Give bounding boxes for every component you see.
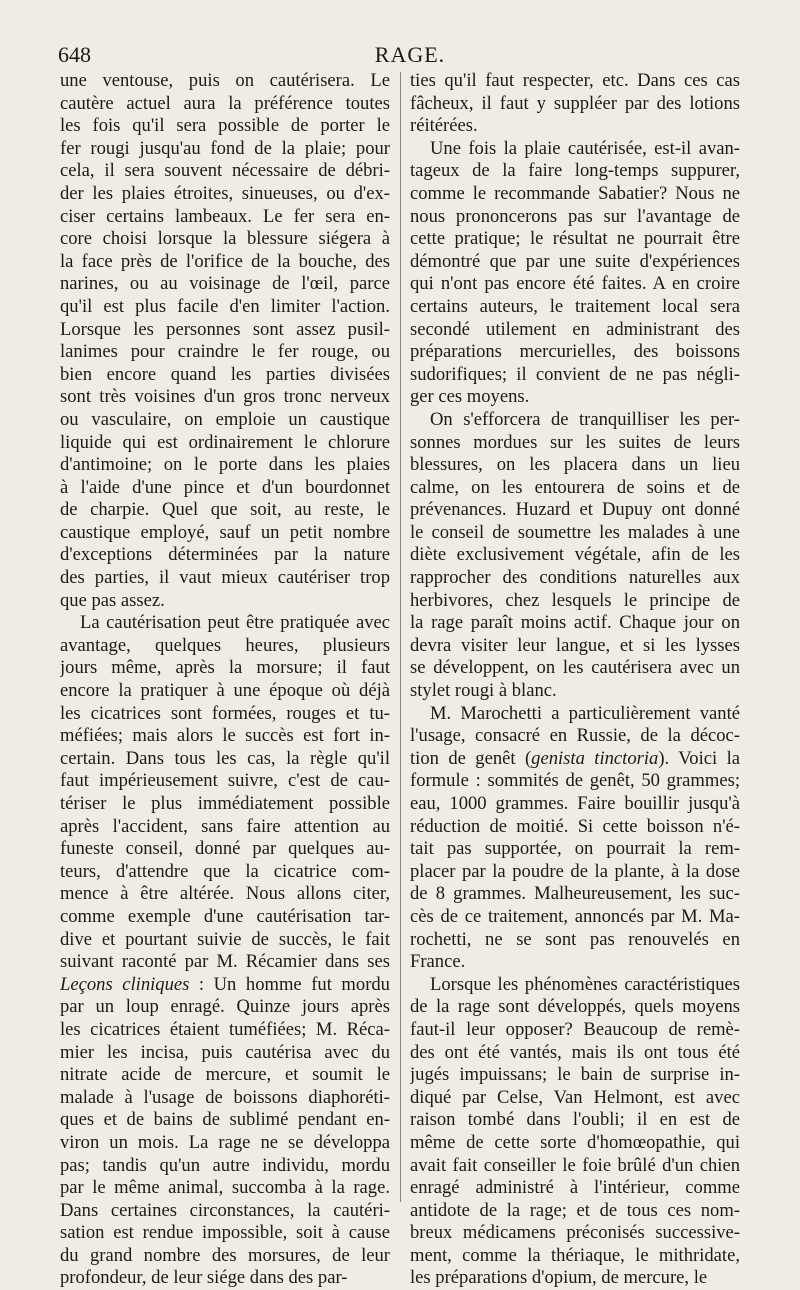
left-column — [60, 70, 390, 1290]
text-line: les fois qu'il sera possible de porter le — [60, 115, 390, 137]
text-line: sont très voisines d'un gros tronc nerveux — [60, 386, 390, 408]
text-line: prévenances. Huzard et Dupuy ont donné — [410, 499, 740, 521]
text-line: jours même, après la morsure; il faut — [60, 657, 390, 679]
text-line: réduction de moitié. Si cette boisson n'é- — [410, 815, 740, 837]
text-line: sudorifiques; il convient de ne pas négli- — [410, 363, 740, 385]
text-line: le conseil de soumettre les malades à une — [410, 521, 740, 543]
text-line: viron un mois. La rage ne se développa — [60, 1131, 390, 1153]
text-line: antidote de la rage; et de tous ces nom- — [410, 1199, 740, 1221]
text-line: breux médicamens préconisés successive- — [410, 1222, 740, 1244]
text-line: ger ces moyens. — [410, 386, 530, 408]
text-line: narines, ou au voisinage de l'œil, parce — [60, 273, 390, 295]
text-line: der les plaies étroites, sinueuses, ou d'ex- — [60, 182, 390, 204]
text-line: rapprocher des conditions naturelles aux — [410, 567, 740, 589]
right-column — [410, 70, 740, 1290]
text-line: d'antimoine; on le porte dans les plaies — [60, 454, 390, 476]
text-line: cès de ce traitement, annoncés par M. Ma- — [410, 905, 740, 927]
text-line: que pas assez. — [60, 589, 165, 611]
text-line: diète exclusivement végétale, afin de les — [410, 544, 740, 566]
column-divider — [400, 72, 401, 1202]
text-line: réitérées. — [410, 115, 478, 137]
text-line: bien encore quand les parties divisées — [60, 363, 390, 385]
right-column-paragraph — [410, 409, 740, 703]
text-line: de 8 grammes. Malheureusement, les suc- — [410, 883, 740, 905]
text-line: France. — [410, 951, 466, 973]
text-line: cautère actuel aura la préférence toutes — [60, 92, 390, 114]
text-line: faut-il leur opposer? Beaucoup de remè- — [410, 1018, 740, 1040]
text-line: eau, 1000 grammes. Faire bouillir jusqu'à — [410, 793, 740, 814]
text-line: Lorsque les personnes sont assez pusil- — [60, 318, 390, 340]
text-line: dive et pourtant suivie de succès, le fait — [60, 928, 390, 950]
text-line: d'exceptions déterminées par la nature — [60, 544, 390, 566]
page-number: 648 — [58, 42, 91, 67]
text-line: M. Marochetti a particulièrement vanté — [430, 702, 740, 724]
right-column-paragraph — [410, 974, 740, 1290]
running-title: RAGE. — [374, 42, 446, 67]
text-line: à l'aide d'une pince et d'un bourdonnet — [60, 476, 390, 498]
page-header — [58, 40, 762, 70]
text-line: des parties, il vaut mieux cautériser trop — [60, 567, 390, 589]
text-line: stylet rougi à blanc. — [410, 680, 557, 702]
text-line: du grand nombre des morsures, de leur — [60, 1244, 390, 1266]
text-line: nitrate acide de mercure, et soumit le — [60, 1064, 390, 1086]
text-line: fâcheux, il faut y suppléer par des lotions — [410, 92, 740, 114]
text-line: même de cette sorte d'homœopathie, qui — [410, 1131, 740, 1153]
text-line: démontré que par une suite d'expériences — [410, 250, 740, 272]
text-line: cela, il sera souvent nécessaire de débri- — [60, 160, 390, 182]
left-column-paragraph — [60, 612, 390, 1290]
text-line: se développent, on les cautérisera avec un — [410, 657, 740, 679]
text-line: mence à être altérée. Nous allons citer, — [60, 883, 390, 905]
right-column-paragraph — [410, 138, 740, 409]
right-column-paragraph — [410, 70, 740, 138]
text-line: une ventouse, puis on cautérisera. Le — [60, 70, 390, 91]
text-line: avantage, quelques heures, plusieurs — [60, 634, 390, 656]
text-line: des ont été vantés, mais ils ont tous été — [410, 1041, 740, 1063]
text-line: qui n'ont pas encore été faites. A en croire — [410, 273, 740, 295]
text-line: malade à l'usage de boissons diaphoréti- — [60, 1086, 390, 1108]
text-line: certains auteurs, le traitement local sera — [410, 295, 740, 317]
text-line: nous prononcerons pas sur l'avantage de — [410, 205, 740, 227]
text-line: La cautérisation peut être pratiquée avec — [80, 612, 390, 634]
text-line: après l'accident, sans faire attention au — [60, 815, 390, 837]
text-line: pas; tandis qu'un autre individu, mordu — [60, 1154, 390, 1176]
text-line: Dans certaines circonstances, la cautéri- — [60, 1199, 390, 1221]
text-line: core choisi lorsque la blessure siégera à — [60, 228, 390, 250]
text-line: tériser le plus immédiatement possible — [60, 793, 390, 814]
text-line: On s'efforcera de tranquilliser les per- — [430, 408, 740, 430]
text-line: cette pratique; le résultat ne pourrait être — [410, 228, 740, 250]
text-line: raison tombé dans l'oubli; il en est de — [410, 1109, 740, 1131]
text-line: herbivores, chez lesquels le principe de — [410, 589, 740, 611]
italic-term: genista tinctoria — [531, 747, 659, 769]
text-line: devra visiter leur langue, et si les lysses — [410, 634, 740, 656]
text-line: Leçons cliniques : Un homme fut mordu — [60, 973, 390, 995]
text-line: ment, comme la thériaque, le mithridate, — [410, 1244, 740, 1266]
text-line: diqué par Celse, Van Helmont, est avec — [410, 1086, 740, 1108]
text-line: jugés impuissans; le bain de surprise in- — [410, 1064, 740, 1086]
text-line: de la rage sont développés, quels moyens — [410, 996, 740, 1018]
text-line: caustique employé, sauf un petit nombre — [60, 521, 390, 543]
text-line: fer rougi jusqu'au fond de la plaie; pour — [60, 137, 390, 159]
text-line: tion de genêt (genista tinctoria). Voici la — [410, 747, 740, 769]
text-line: Une fois la plaie cautérisée, est-il avan- — [430, 137, 740, 159]
text-line: placer par la poudre de la plante, à la dose — [410, 860, 740, 882]
text-line: avait fait conseiller le foie brûlé d'un chien — [410, 1154, 740, 1176]
text-line: les cicatrices étaient tuméfiées; M. Réca- — [60, 1018, 390, 1040]
text-line: teurs, d'attendre que la cicatrice com- — [60, 860, 390, 882]
text-line: sation est rendue impossible, soit à cause — [60, 1222, 390, 1244]
text-line: blessures, on les placera dans un lieu — [410, 454, 740, 476]
text-line: par un loup enragé. Quinze jours après — [60, 996, 390, 1018]
text-line: la rage paraît moins actif. Chaque jour on — [410, 612, 740, 634]
text-line: ou vasculaire, on emploie un caustique — [60, 408, 390, 430]
italic-term: Leçons cliniques — [60, 973, 190, 995]
text-line: par le même animal, succomba à la rage. — [60, 1177, 390, 1199]
text-line: de charpie. Quel que soit, au reste, le — [60, 499, 390, 521]
text-line: secondé utilement en administrant des — [410, 318, 740, 340]
text-line: formule : sommités de genêt, 50 grammes; — [410, 770, 740, 792]
text-line: les cicatrices sont formées, rouges et tu- — [60, 702, 390, 724]
text-line: lanimes pour craindre le fer rouge, ou — [60, 341, 390, 363]
left-column-paragraph — [60, 70, 390, 612]
text-line: encore la pratiquer à une époque où déjà — [60, 680, 390, 702]
text-line: les préparations d'opium, de mercure, le — [410, 1267, 708, 1289]
right-column-paragraph — [410, 703, 740, 974]
text-line: certain. Dans tous les cas, la règle qu'il — [60, 747, 390, 769]
text-line: faut impérieusement suivre, c'est de cau- — [60, 770, 390, 792]
text-line: méfiées; mais alors le succès est fort in- — [60, 725, 390, 747]
text-line: la face près de l'orifice de la bouche, des — [60, 250, 390, 272]
text-line: ties qu'il faut respecter, etc. Dans ces cas — [410, 70, 740, 91]
text-line: comme le recommande Sabatier? Nous ne — [410, 182, 740, 204]
text-line: Lorsque les phénomènes caractéristiques — [430, 973, 740, 995]
text-line: enragé administré à l'intérieur, comme — [410, 1177, 740, 1199]
text-line: tait pas supportée, on pourrait la rem- — [410, 838, 740, 860]
text-line: comme exemple d'une cautérisation tar- — [60, 905, 390, 927]
text-line: préparations mercurielles, des boissons — [410, 341, 740, 363]
text-line: funeste conseil, donné par quelques au- — [60, 838, 390, 860]
text-line: calme, on les entourera de soins et de — [410, 476, 740, 498]
text-line: tageux de la faire long-temps suppurer, — [410, 160, 740, 182]
text-line: rochetti, ne se sont pas renouvelés en — [410, 928, 740, 950]
text-line: l'usage, consacré en Russie, de la décoc- — [410, 725, 740, 747]
text-line: ques et de bains de sublimé pendant en- — [60, 1109, 390, 1131]
text-line: ciser certains lambeaux. Le fer sera en- — [60, 205, 390, 227]
text-line: qu'il est plus facile d'en limiter l'action. — [60, 295, 390, 317]
text-line: suivant raconté par M. Récamier dans ses — [60, 951, 390, 973]
text-line: sonnes mordues sur les suites de leurs — [410, 431, 740, 453]
text-line: liquide qui est ordinairement le chlorure — [60, 431, 390, 453]
text-line: mier les incisa, puis cautérisa avec du — [60, 1041, 390, 1063]
text-line: profondeur, de leur siége dans des par- — [60, 1267, 348, 1289]
